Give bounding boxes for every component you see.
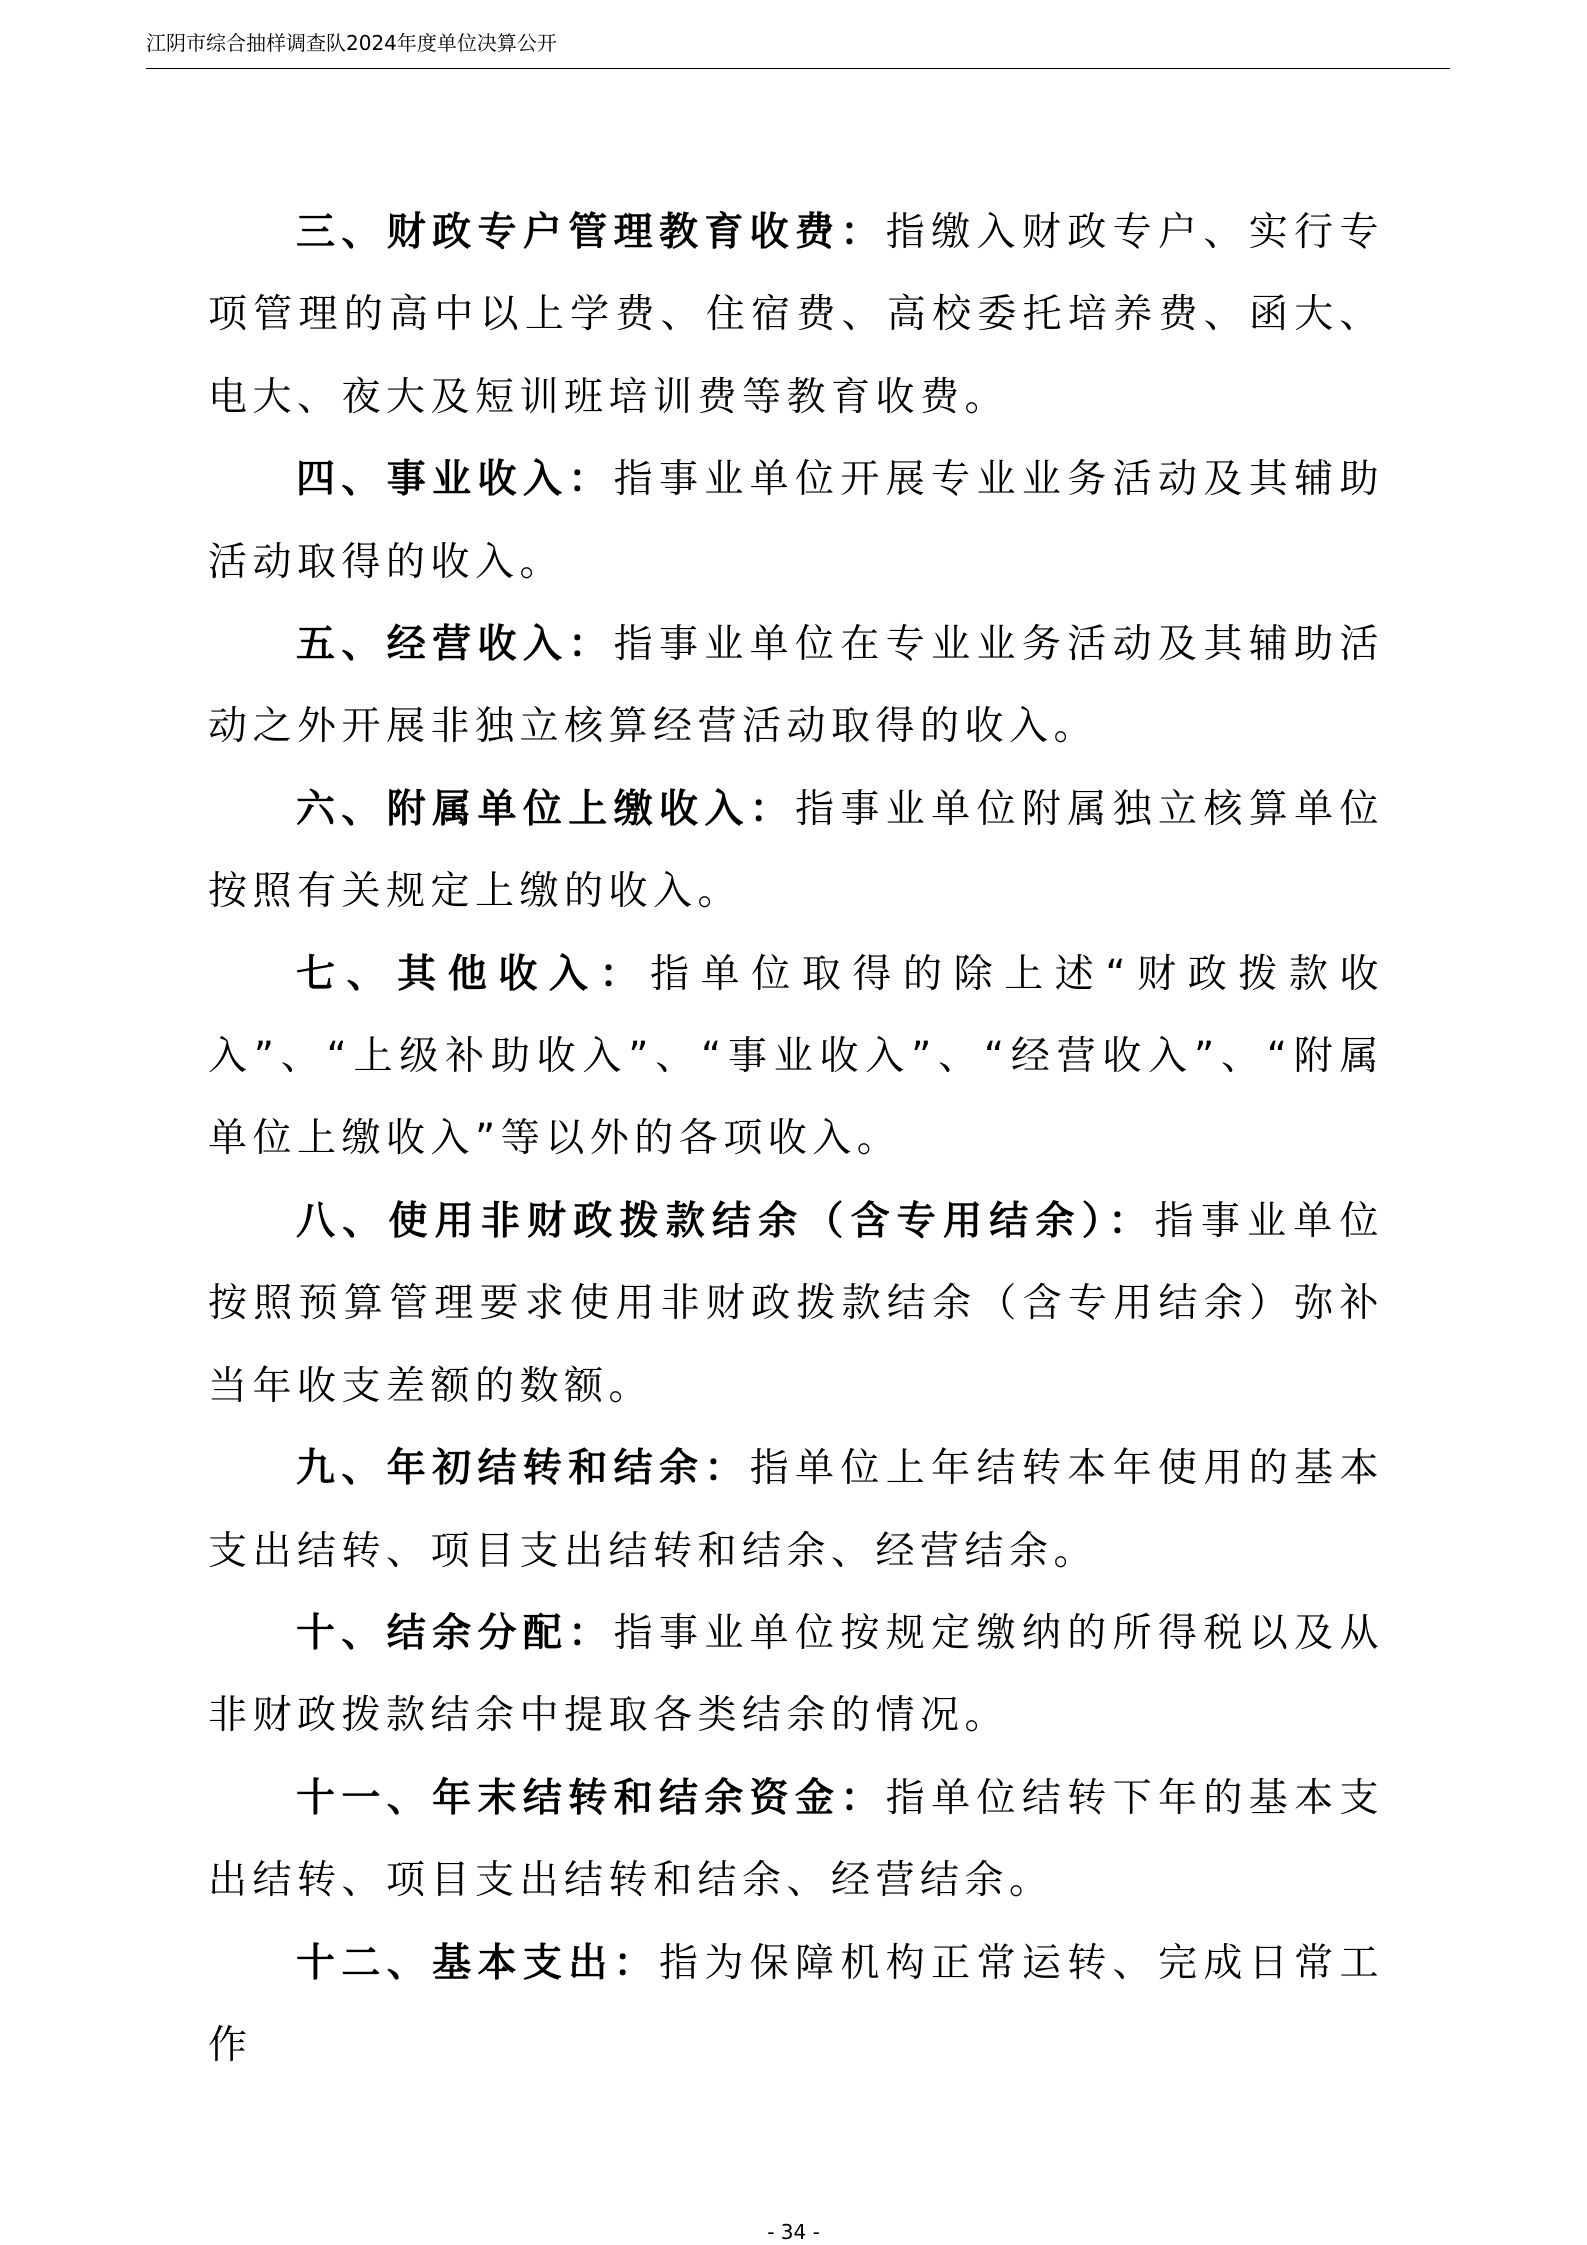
paragraph-term: 五、经营收入： [296,622,614,668]
paragraph-text: 指为保障机构正常运转、完成日常工作 [208,1940,1384,2068]
paragraph-text: 指事业单位开展专业业务活动及其辅助活动取得的收入。 [208,457,1384,585]
paragraph [208,1923,1384,2088]
paragraph-term: 六、附属单位上缴收入： [296,786,796,832]
paragraph-term: 四、事业收入： [296,457,614,503]
paragraph-text: 指事业单位附属独立核算单位按照有关规定上缴的收入。 [208,786,1384,915]
paragraph-term: 九、年初结转和结余： [296,1446,750,1492]
paragraph [208,1181,1384,1428]
paragraph-text: 指单位上年结转本年使用的基本支出结转、项目支出结转和结余、经营结余。 [208,1446,1384,1574]
paragraph-text: 指事业单位按照预算管理要求使用非财政拨款结余（含专用结余）弥补当年收支差额的数额。 [208,1198,1384,1409]
paragraph-text: 指事业单位在专业业务活动及其辅助活动之外开展非独立核算经营活动取得的收入。 [208,622,1384,750]
header-title: 江阴市综合抽样调查队2024年度单位决算公开 [146,31,557,55]
document-body [208,192,1384,2087]
paragraph [208,1593,1384,1758]
paragraph-text: 指缴入财政专户、实行专项管理的高中以上学费、住宿费、高校委托培养费、函大、电大、夜大及短训班培训费等教育收费。 [208,210,1384,420]
paragraph [208,1758,1384,1923]
paragraph [208,439,1384,604]
paragraph [208,192,1384,439]
paragraph [208,934,1384,1181]
paragraph-term: 十、结余分配： [296,1610,614,1656]
paragraph-term: 七、其他收入： [296,951,651,997]
paragraph-term: 八、使用非财政拨款结余（含专用结余）： [296,1198,1155,1244]
paragraph-text: 指单位取得的除上述“财政拨款收入”、“上级补助收入”、“事业收入”、“经营收入”、“附属单位上缴收入”等以外的各项收入。 [208,951,1384,1162]
paragraph [208,1428,1384,1593]
paragraph-text: 指单位结转下年的基本支出结转、项目支出结转和结余、经营结余。 [208,1775,1384,1904]
paragraph-term: 三、财政专户管理教育收费： [296,210,886,255]
paragraph [208,769,1384,934]
paragraph-term: 十二、基本支出： [296,1940,659,1986]
paragraph-text: 指事业单位按规定缴纳的所得税以及从非财政拨款结余中提取各类结余的情况。 [208,1610,1384,1739]
paragraph-term: 十一、年末结转和结余资金： [296,1775,886,1821]
page-header [146,28,1450,69]
page-number: - 34 - [767,2220,820,2244]
paragraph [208,604,1384,769]
